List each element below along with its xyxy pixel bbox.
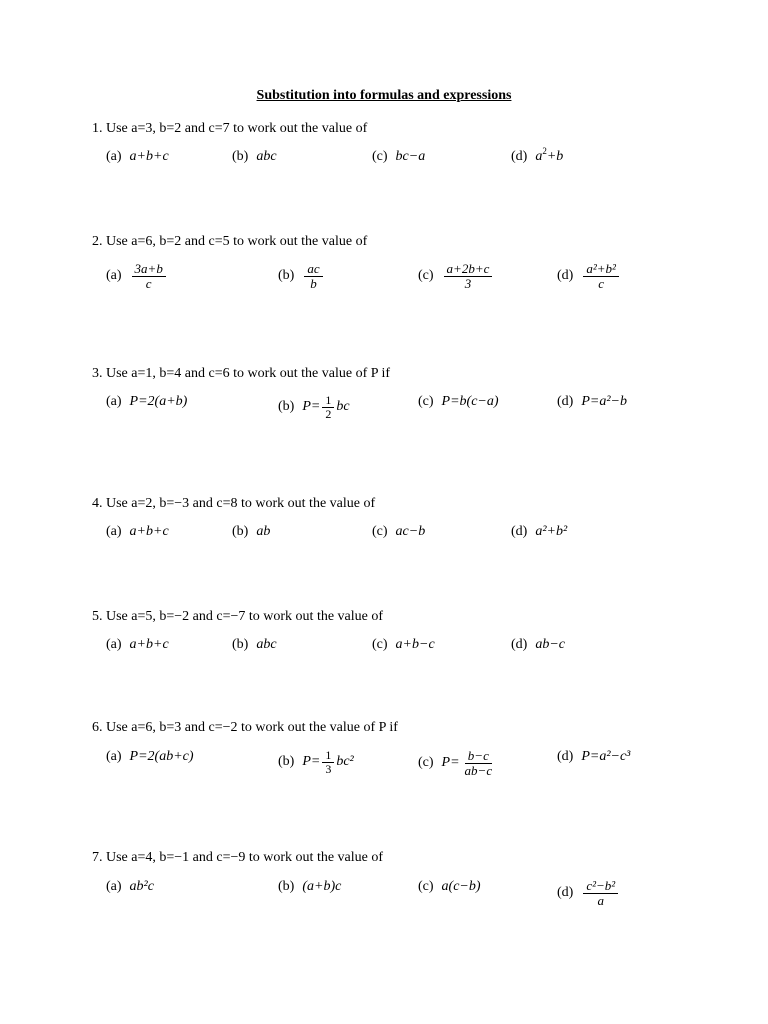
question-1-prompt: 1. Use a=3, b=2 and c=7 to work out the value of <box>92 121 368 136</box>
q1-part-b: (b) abc <box>232 149 277 164</box>
question-7-prompt: 7. Use a=4, b=−1 and c=−9 to work out the value of <box>92 850 384 865</box>
q4-part-d: (d) a²+b² <box>511 524 568 539</box>
q5-part-a: (a) a+b+c <box>106 637 169 652</box>
q3-part-a: (a) P=2(a+b) <box>106 394 188 409</box>
q6-part-a: (a) P=2(ab+c) <box>106 749 194 764</box>
q3-part-d: (d) P=a²−b <box>557 394 627 409</box>
question-4-prompt: 4. Use a=2, b=−3 and c=8 to work out the value of <box>92 496 376 511</box>
question-5-prompt: 5. Use a=5, b=−2 and c=−7 to work out the value of <box>92 609 384 624</box>
q2-part-b: (b) $\frac{ac}{b}$ <box>278 262 325 290</box>
q4-part-c: (c) ac−b <box>372 524 426 539</box>
q1-part-c: (c) bc−a <box>372 149 426 164</box>
q2-part-d: (d) $\frac{\text{a²+b²}}{c}$ <box>557 262 621 290</box>
q6-part-d: (d) P=a²−c³ <box>557 749 631 764</box>
q7-part-d: (d) $\frac{\text{c²−b²}}{a}$ <box>557 879 620 907</box>
q2-part-a: (a) $\frac{3a+b}{c}$ <box>106 262 168 290</box>
fraction: $\frac{1}{3}$ <box>322 749 334 775</box>
q2-part-c: (c) $\frac{a+2b+c}{3}$ <box>418 262 494 290</box>
q1-part-d: (d) $a^2+b$ <box>511 146 564 164</box>
question-2-prompt: 2. Use a=6, b=2 and c=5 to work out the value of <box>92 234 368 249</box>
fraction: $\frac{a+2b+c}{3}$ <box>444 262 493 290</box>
fraction: $\frac{\text{a²+b²}}{c}$ <box>583 262 619 290</box>
q4-part-b: (b) ab <box>232 524 271 539</box>
fraction: $\frac{b-c}{ab-c}$ <box>464 748 493 778</box>
q7-part-b: (b) (a+b)c <box>278 879 342 894</box>
q3-part-c: (c) P=b(c−a) <box>418 394 499 409</box>
q4-part-a: (a) a+b+c <box>106 524 169 539</box>
q7-part-a: (a) ab²c <box>106 879 154 894</box>
fraction: $\frac{1}{2}$ <box>322 394 334 420</box>
fraction: $\frac{3a+b}{c}$ <box>132 262 166 290</box>
question-3-prompt: 3. Use a=1, b=4 and c=6 to work out the value of P if <box>92 366 391 381</box>
q5-part-d: (d) ab−c <box>511 637 565 652</box>
fraction: $\frac{\text{c²−b²}}{a}$ <box>583 879 618 907</box>
q7-part-c: (c) a(c−b) <box>418 879 481 894</box>
q6-part-b: (b) P= $\frac{1}{3}$ bc² <box>278 748 354 776</box>
q5-part-b: (b) abc <box>232 637 277 652</box>
q1-part-a: (a) a+b+c <box>106 149 169 164</box>
q6-part-c: (c) P= $\frac{b-c}{ab-c}$ <box>418 749 497 777</box>
q5-part-c: (c) a+b−c <box>372 637 435 652</box>
question-6-prompt: 6. Use a=6, b=3 and c=−2 to work out the value of P if <box>92 720 398 735</box>
q3-part-b: (b) P= $\frac{1}{2}$ bc <box>278 393 350 421</box>
fraction: $\frac{ac}{b}$ <box>304 262 322 290</box>
worksheet-title: Substitution into formulas and expressions <box>256 88 512 103</box>
